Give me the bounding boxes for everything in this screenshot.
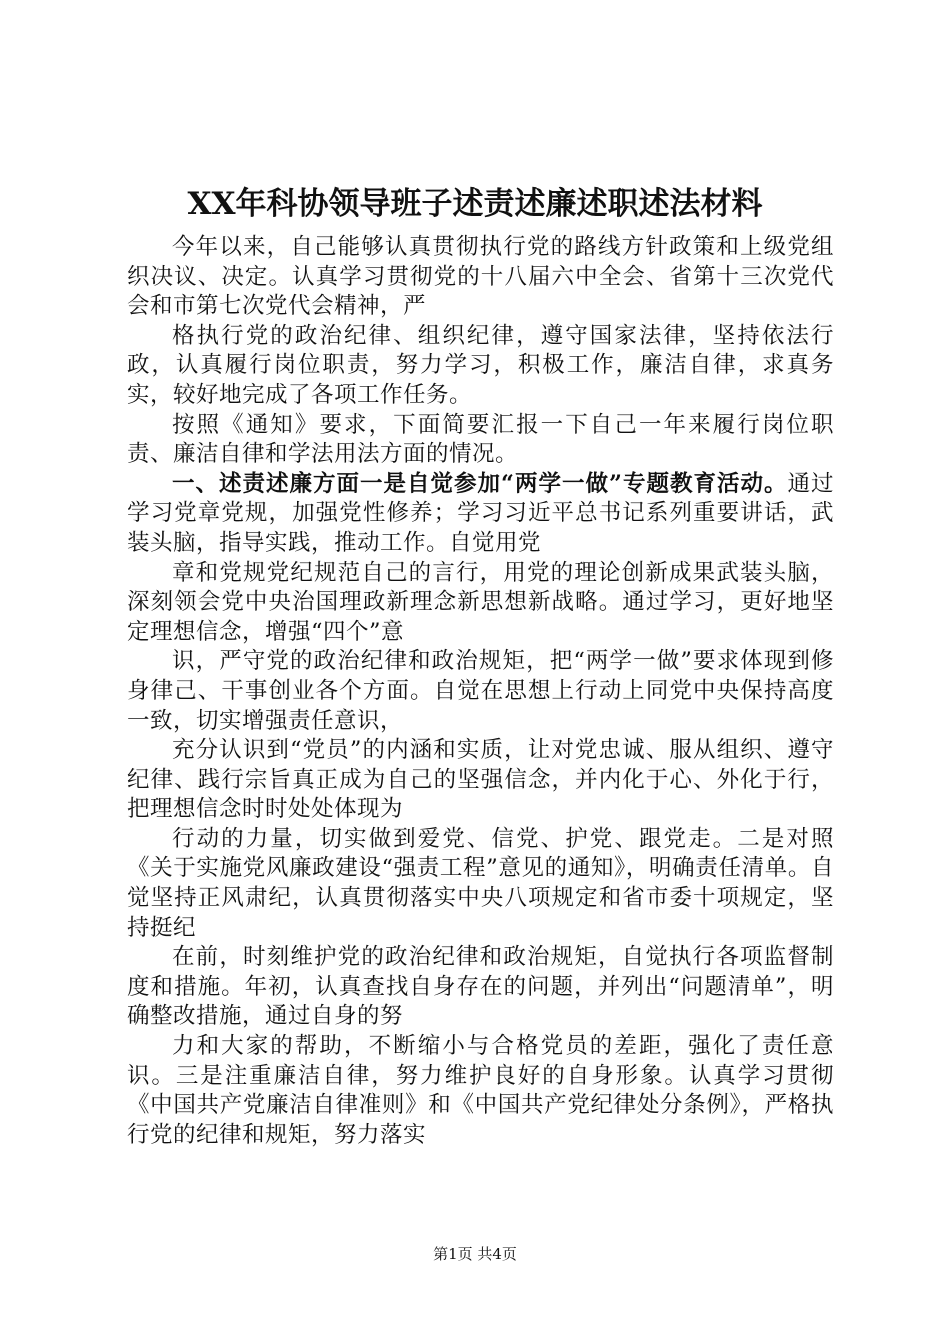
paragraph (127, 411, 834, 470)
paragraph-text: 充分认识到“党员”的内涵和实质，让对党忠诚、服从组织、遵守纪律、践行宗旨真正成为自己的坚强信念，并内化于心、外化于行，把理想信念时时处处体现为 (127, 737, 834, 823)
page-footer (0, 1244, 950, 1264)
paragraph-text: 章和党规党纪规范自己的言行，用党的理论创新成果武装头脑，深刻领会党中央治国理政新理念新思想新战略。通过学习，更好地坚定理想信念，增强“四个”意 (127, 559, 834, 645)
paragraph-text: 今年以来，自己能够认真贯彻执行党的路线方针政策和上级党组织决议、决定。认真学习贯彻党的十八届六中全会、省第十三次党代会和市第七次党代会精神，严 (127, 234, 834, 320)
paragraph (127, 322, 834, 411)
paragraph-text: 通过学习党章党规，加强党性修养；学习习近平总书记系列重要讲话，武装头脑，指导实践，推动工作。自觉用党 (127, 470, 834, 556)
paragraph-text: 格执行党的政治纪律、组织纪律，遵守国家法律，坚持依法行政，认真履行岗位职责，努力学习，积极工作，廉洁自律，求真务实，较好地完成了各项工作任务。 (127, 322, 834, 408)
paragraph-text: 按照《通知》要求，下面简要汇报一下自己一年来履行岗位职责、廉洁自律和学法用法方面的情况。 (127, 411, 834, 468)
paragraph-text: 行动的力量，切实做到爱党、信党、护党、跟党走。二是对照《关于实施党风廉政建设“强责工程”意见的通知》，明确责任清单。自觉坚持正风肃纪，认真贯彻落实中央八项规定和省市委十项规定，坚持挺纪 (127, 825, 834, 941)
paragraph (127, 825, 834, 943)
document-body (127, 233, 834, 1150)
document-title: XX年科协领导班子述责述廉述职述法材料 (187, 186, 763, 222)
paragraph (127, 470, 834, 559)
paragraph (127, 1032, 834, 1150)
paragraph (127, 943, 834, 1032)
page-number-label: 第1页 共4页 (433, 1245, 517, 1263)
paragraph (127, 647, 834, 736)
paragraph (127, 233, 834, 322)
paragraph (127, 559, 834, 648)
section-heading-lead: 一、述责述廉方面一是自觉参加“两学一做”专题教育活动。 (172, 470, 788, 497)
paragraph (127, 736, 834, 825)
paragraph-text: 在前，时刻维护党的政治纪律和政治规矩，自觉执行各项监督制度和措施。年初，认真查找自身存在的问题，并列出“问题清单”，明确整改措施，通过自身的努 (127, 944, 834, 1030)
paragraph-text: 识，严守党的政治纪律和政治规矩，把“两学一做”要求体现到修身律己、干事创业各个方面。自觉在思想上行动上同党中央保持高度一致，切实增强责任意识， (127, 648, 834, 734)
paragraph-text: 力和大家的帮助，不断缩小与合格党员的差距，强化了责任意识。三是注重廉洁自律，努力维护良好的自身形象。认真学习贯彻《中国共产党廉洁自律准则》和《中国共产党纪律处分条例》，严格执行党的纪律和规矩，努力落实 (127, 1033, 834, 1148)
